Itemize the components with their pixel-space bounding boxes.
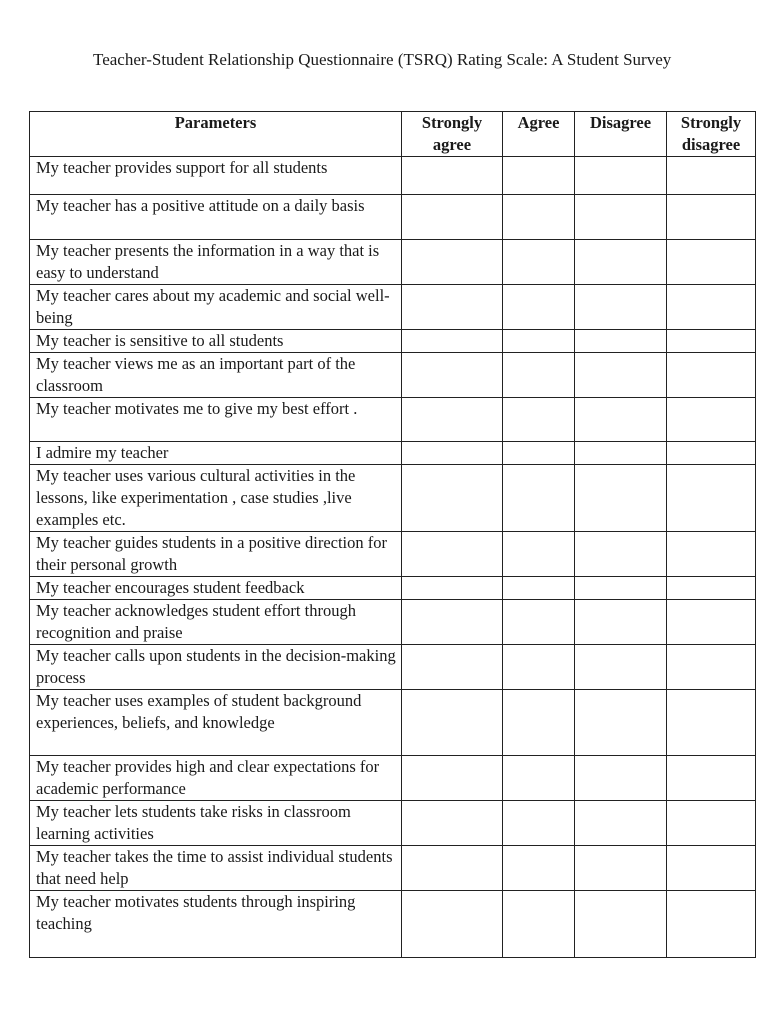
header-disagree: Disagree [575,112,667,157]
disagree-cell[interactable] [575,532,667,577]
disagree-cell[interactable] [575,891,667,958]
strongly-agree-cell[interactable] [402,330,503,353]
strongly-disagree-cell[interactable] [667,846,756,891]
parameter-cell: My teacher is sensitive to all students [30,330,402,353]
agree-cell[interactable] [503,330,575,353]
table-row [30,195,756,240]
strongly-agree-cell[interactable] [402,577,503,600]
agree-cell[interactable] [503,532,575,577]
table-row [30,600,756,645]
table-row [30,801,756,846]
strongly-agree-cell[interactable] [402,157,503,195]
header-strongly-disagree: Strongly disagree [667,112,756,157]
parameter-cell: My teacher encourages student feedback [30,577,402,600]
table-row [30,756,756,801]
table-row [30,157,756,195]
strongly-agree-cell[interactable] [402,398,503,442]
table-row [30,690,756,756]
strongly-agree-cell[interactable] [402,195,503,240]
strongly-disagree-cell[interactable] [667,600,756,645]
strongly-agree-cell[interactable] [402,645,503,690]
parameter-cell: My teacher has a positive attitude on a daily basis [30,195,402,240]
document-title: Teacher-Student Relationship Questionnaire (TSRQ) Rating Scale: A Student Survey [93,50,672,69]
disagree-cell[interactable] [575,442,667,465]
strongly-agree-cell[interactable] [402,285,503,330]
parameter-cell: My teacher motivates me to give my best effort . [30,398,402,442]
agree-cell[interactable] [503,195,575,240]
disagree-cell[interactable] [575,577,667,600]
parameter-cell: My teacher acknowledges student effort through recognition and praise [30,600,402,645]
header-strongly-agree: Strongly agree [402,112,503,157]
table-row [30,240,756,285]
strongly-disagree-cell[interactable] [667,577,756,600]
disagree-cell[interactable] [575,846,667,891]
strongly-agree-cell[interactable] [402,532,503,577]
parameter-cell: I admire my teacher [30,442,402,465]
strongly-disagree-cell[interactable] [667,756,756,801]
strongly-agree-cell[interactable] [402,891,503,958]
parameter-cell: My teacher calls upon students in the decision-making process [30,645,402,690]
agree-cell[interactable] [503,465,575,532]
table-row [30,891,756,958]
parameter-cell: My teacher uses various cultural activities in the lessons, like experimentation , case studies ,live examples etc. [30,465,402,532]
agree-cell[interactable] [503,398,575,442]
parameter-cell: My teacher provides support for all students [30,157,402,195]
strongly-agree-cell[interactable] [402,801,503,846]
agree-cell[interactable] [503,600,575,645]
parameter-cell: My teacher presents the information in a way that is easy to understand [30,240,402,285]
parameter-cell: My teacher uses examples of student background experiences, beliefs, and knowledge [30,690,402,756]
strongly-disagree-cell[interactable] [667,465,756,532]
strongly-disagree-cell[interactable] [667,801,756,846]
header-agree: Agree [503,112,575,157]
table-row [30,330,756,353]
parameter-cell: My teacher guides students in a positive direction for their personal growth [30,532,402,577]
disagree-cell[interactable] [575,645,667,690]
agree-cell[interactable] [503,442,575,465]
strongly-disagree-cell[interactable] [667,195,756,240]
table-row [30,398,756,442]
header-row [30,112,756,157]
agree-cell[interactable] [503,577,575,600]
agree-cell[interactable] [503,240,575,285]
disagree-cell[interactable] [575,285,667,330]
strongly-disagree-cell[interactable] [667,330,756,353]
survey-table [29,111,756,958]
strongly-disagree-cell[interactable] [667,285,756,330]
table-row [30,846,756,891]
agree-cell[interactable] [503,846,575,891]
strongly-disagree-cell[interactable] [667,645,756,690]
strongly-agree-cell[interactable] [402,756,503,801]
table-row [30,577,756,600]
agree-cell[interactable] [503,891,575,958]
strongly-disagree-cell[interactable] [667,353,756,398]
strongly-agree-cell[interactable] [402,690,503,756]
table-row [30,645,756,690]
strongly-disagree-cell[interactable] [667,157,756,195]
disagree-cell[interactable] [575,465,667,532]
disagree-cell[interactable] [575,756,667,801]
disagree-cell[interactable] [575,398,667,442]
strongly-disagree-cell[interactable] [667,690,756,756]
strongly-agree-cell[interactable] [402,240,503,285]
agree-cell[interactable] [503,756,575,801]
strongly-agree-cell[interactable] [402,846,503,891]
agree-cell[interactable] [503,690,575,756]
agree-cell[interactable] [503,353,575,398]
disagree-cell[interactable] [575,240,667,285]
strongly-disagree-cell[interactable] [667,532,756,577]
disagree-cell[interactable] [575,801,667,846]
disagree-cell[interactable] [575,690,667,756]
strongly-disagree-cell[interactable] [667,398,756,442]
strongly-disagree-cell[interactable] [667,442,756,465]
parameter-cell: My teacher lets students take risks in classroom learning activities [30,801,402,846]
parameter-cell: My teacher takes the time to assist individual students that need help [30,846,402,891]
parameter-cell: My teacher provides high and clear expectations for academic performance [30,756,402,801]
disagree-cell[interactable] [575,195,667,240]
agree-cell[interactable] [503,157,575,195]
disagree-cell[interactable] [575,600,667,645]
strongly-disagree-cell[interactable] [667,240,756,285]
table-row [30,532,756,577]
parameter-cell: My teacher motivates students through inspiring teaching [30,891,402,958]
table-row [30,353,756,398]
parameter-cell: My teacher cares about my academic and social well-being [30,285,402,330]
table-row [30,285,756,330]
table-row [30,465,756,532]
disagree-cell[interactable] [575,330,667,353]
strongly-agree-cell[interactable] [402,600,503,645]
agree-cell[interactable] [503,645,575,690]
parameter-cell: My teacher views me as an important part of the classroom [30,353,402,398]
disagree-cell[interactable] [575,353,667,398]
strongly-agree-cell[interactable] [402,465,503,532]
disagree-cell[interactable] [575,157,667,195]
table-row [30,442,756,465]
strongly-agree-cell[interactable] [402,353,503,398]
strongly-agree-cell[interactable] [402,442,503,465]
header-parameters: Parameters [30,112,402,157]
agree-cell[interactable] [503,285,575,330]
agree-cell[interactable] [503,801,575,846]
strongly-disagree-cell[interactable] [667,891,756,958]
